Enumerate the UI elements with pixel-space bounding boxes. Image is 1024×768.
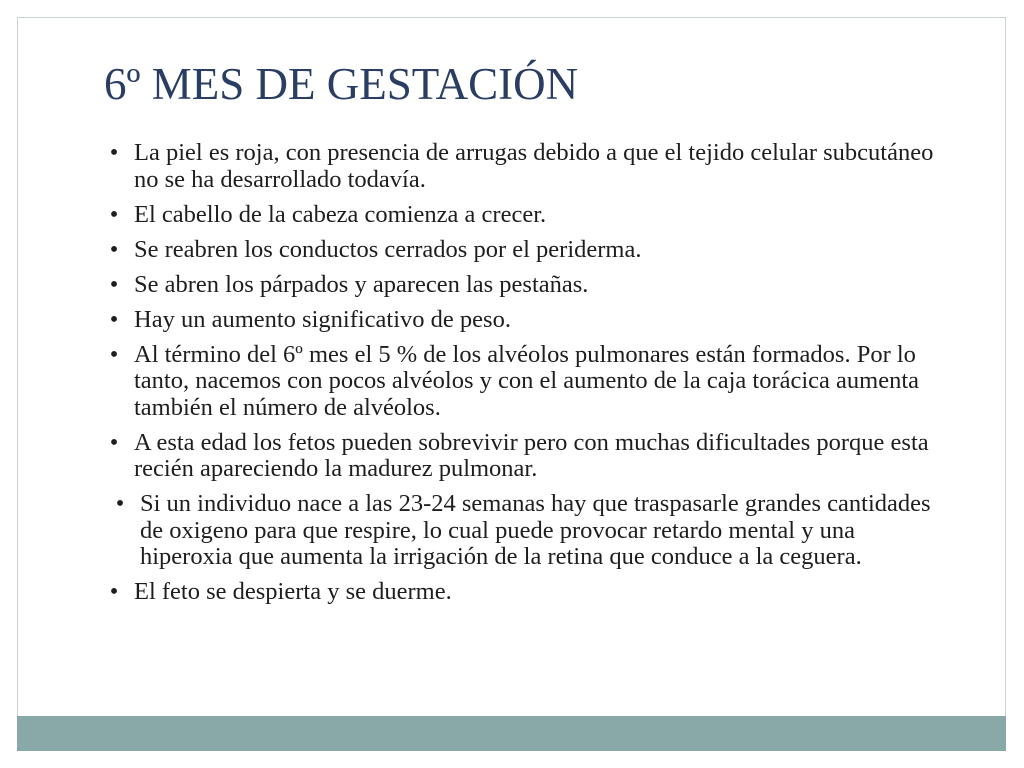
bullet-dot-icon: •	[109, 200, 119, 228]
bullet-text: Se abren los párpados y aparecen las pestañas.	[134, 270, 589, 298]
bullet-dot-icon: •	[109, 305, 119, 333]
bullet-text: Al término del 6º mes el 5 % de los alvéolos pulmonares están formados. Por lo tanto, nacemos con pocos alvéolos y con el aumento de la caja torácica aumenta también el número de alvéolos.	[134, 340, 920, 421]
bullet-dot-icon: •	[109, 139, 119, 166]
bullet-text: Se reabren los conductos cerrados por el periderma.	[134, 235, 642, 263]
bullet-dot-icon: •	[109, 578, 119, 605]
bullet-text: El feto se despierta y se duerme.	[134, 578, 452, 605]
bullet-item	[106, 307, 946, 334]
bullet-text: El cabello de la cabeza comienza a crecer.	[134, 200, 547, 228]
bullet-list	[106, 140, 946, 614]
bullet-item	[106, 342, 946, 422]
bullet-item	[106, 272, 946, 299]
bullet-text: La piel es roja, con presencia de arrugas debido a que el tejido celular subcutáneo no se ha desarrollado todavía.	[134, 139, 934, 193]
bullet-item	[112, 491, 952, 571]
bullet-text: Si un individuo nace a las 23-24 semanas hay que traspasarle grandes cantidades de oxigeno para que respire, lo cual puede provocar retardo mental y una hiperoxia que aumenta la irrigación de la retina que conduce a la ceguera.	[140, 490, 931, 570]
bullet-dot-icon: •	[109, 270, 119, 298]
bullet-item	[106, 430, 946, 483]
bullet-text: Hay un aumento significativo de peso.	[134, 305, 511, 333]
bullet-item	[106, 237, 946, 264]
footer-bar	[17, 716, 1006, 751]
bullet-text: A esta edad los fetos pueden sobrevivir pero con muchas dificultades porque esta recién apareciendo la madurez pulmonar.	[134, 428, 929, 482]
bullet-item	[106, 140, 946, 193]
bullet-item	[106, 202, 946, 229]
bullet-dot-icon: •	[109, 428, 119, 456]
bullet-dot-icon: •	[115, 490, 125, 517]
bullet-dot-icon: •	[109, 340, 119, 368]
bullet-dot-icon: •	[109, 235, 119, 263]
bullet-item	[106, 579, 946, 606]
slide-title: 6º MES DE GESTACIÓN	[104, 59, 579, 109]
